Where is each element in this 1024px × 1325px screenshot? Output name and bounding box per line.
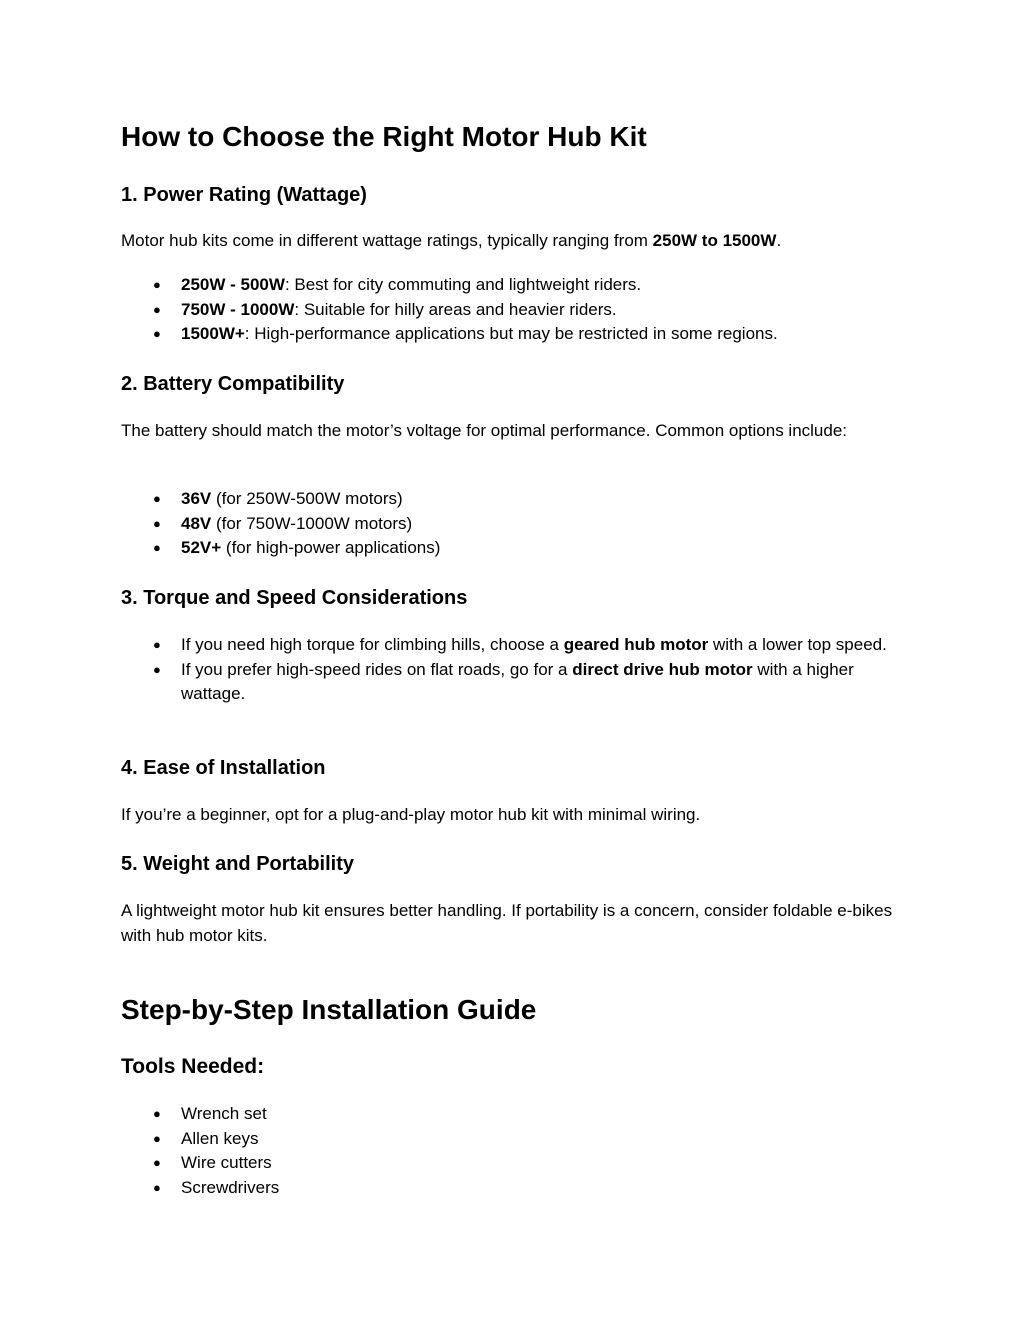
list-item: ● Wrench set [121,1102,911,1127]
power-list [121,273,911,347]
bullet-icon: ● [153,491,161,506]
ease-paragraph: If you’re a beginner, opt for a plug-and-play motor hub kit with minimal wiring. [121,805,701,824]
list-item: ● Wire cutters [121,1151,911,1176]
list-item: ● 48V (for 750W-1000W motors) [121,512,911,537]
list-item: ● Allen keys [121,1127,911,1152]
list-item: ● 52V+ (for high-power applications) [121,536,911,561]
weight-paragraph: A lightweight motor hub kit ensures better handling. If portability is a concern, consider foldable e-bikes with hub motor kits. [121,901,893,945]
list-item: ● Screwdrivers [121,1176,911,1201]
bullet-icon: ● [153,1106,161,1121]
bullet-icon: ● [153,1155,161,1170]
section-title-choose: How to Choose the Right Motor Hub Kit [121,121,647,152]
heading-ease-installation: 4. Ease of Installation [121,757,326,779]
bullet-icon: ● [153,326,161,341]
bullet-icon: ● [153,301,161,317]
list-item: ● If you prefer high-speed rides on flat roads, go for a direct drive hub motor with a higher wattage. [153,659,854,703]
battery-list [121,487,911,561]
heading-tools-needed: Tools Needed: [121,1055,265,1078]
section-title-installation: Step-by-Step Installation Guide [121,994,537,1025]
bullet-icon: ● [153,540,161,555]
bullet-icon: ● [153,515,161,531]
bullet-icon: ● [153,1130,161,1146]
list-item: ● 36V (for 250W-500W motors) [121,487,911,512]
bullet-icon: ● [153,661,161,677]
list-item: ● If you need high torque for climbing hills, choose a geared hub motor with a lower top speed. [121,633,891,658]
heading-torque-speed: 3. Torque and Speed Considerations [121,587,468,609]
battery-intro-paragraph: The battery should match the motor’s voltage for optimal performance. Common options include: [121,421,848,440]
list-item: ● 1500W+: High-performance applications but may be restricted in some regions. [121,322,911,347]
list-item: ● 250W - 500W: Best for city commuting and lightweight riders. [121,273,911,298]
power-intro-paragraph: Motor hub kits come in different wattage ratings, typically ranging from 250W to 1500W. [121,231,782,250]
list-item: ● 750W - 1000W: Suitable for hilly areas and heavier riders. [121,298,911,323]
heading-battery-compatibility: 2. Battery Compatibility [121,373,345,395]
bullet-icon: ● [153,637,161,652]
torque-list [121,633,891,707]
bullet-icon: ● [153,1179,161,1195]
heading-weight-portability: 5. Weight and Portability [121,853,354,875]
heading-power-rating: 1. Power Rating (Wattage) [121,184,367,206]
tools-list [121,1102,911,1200]
bullet-icon: ● [153,277,161,292]
